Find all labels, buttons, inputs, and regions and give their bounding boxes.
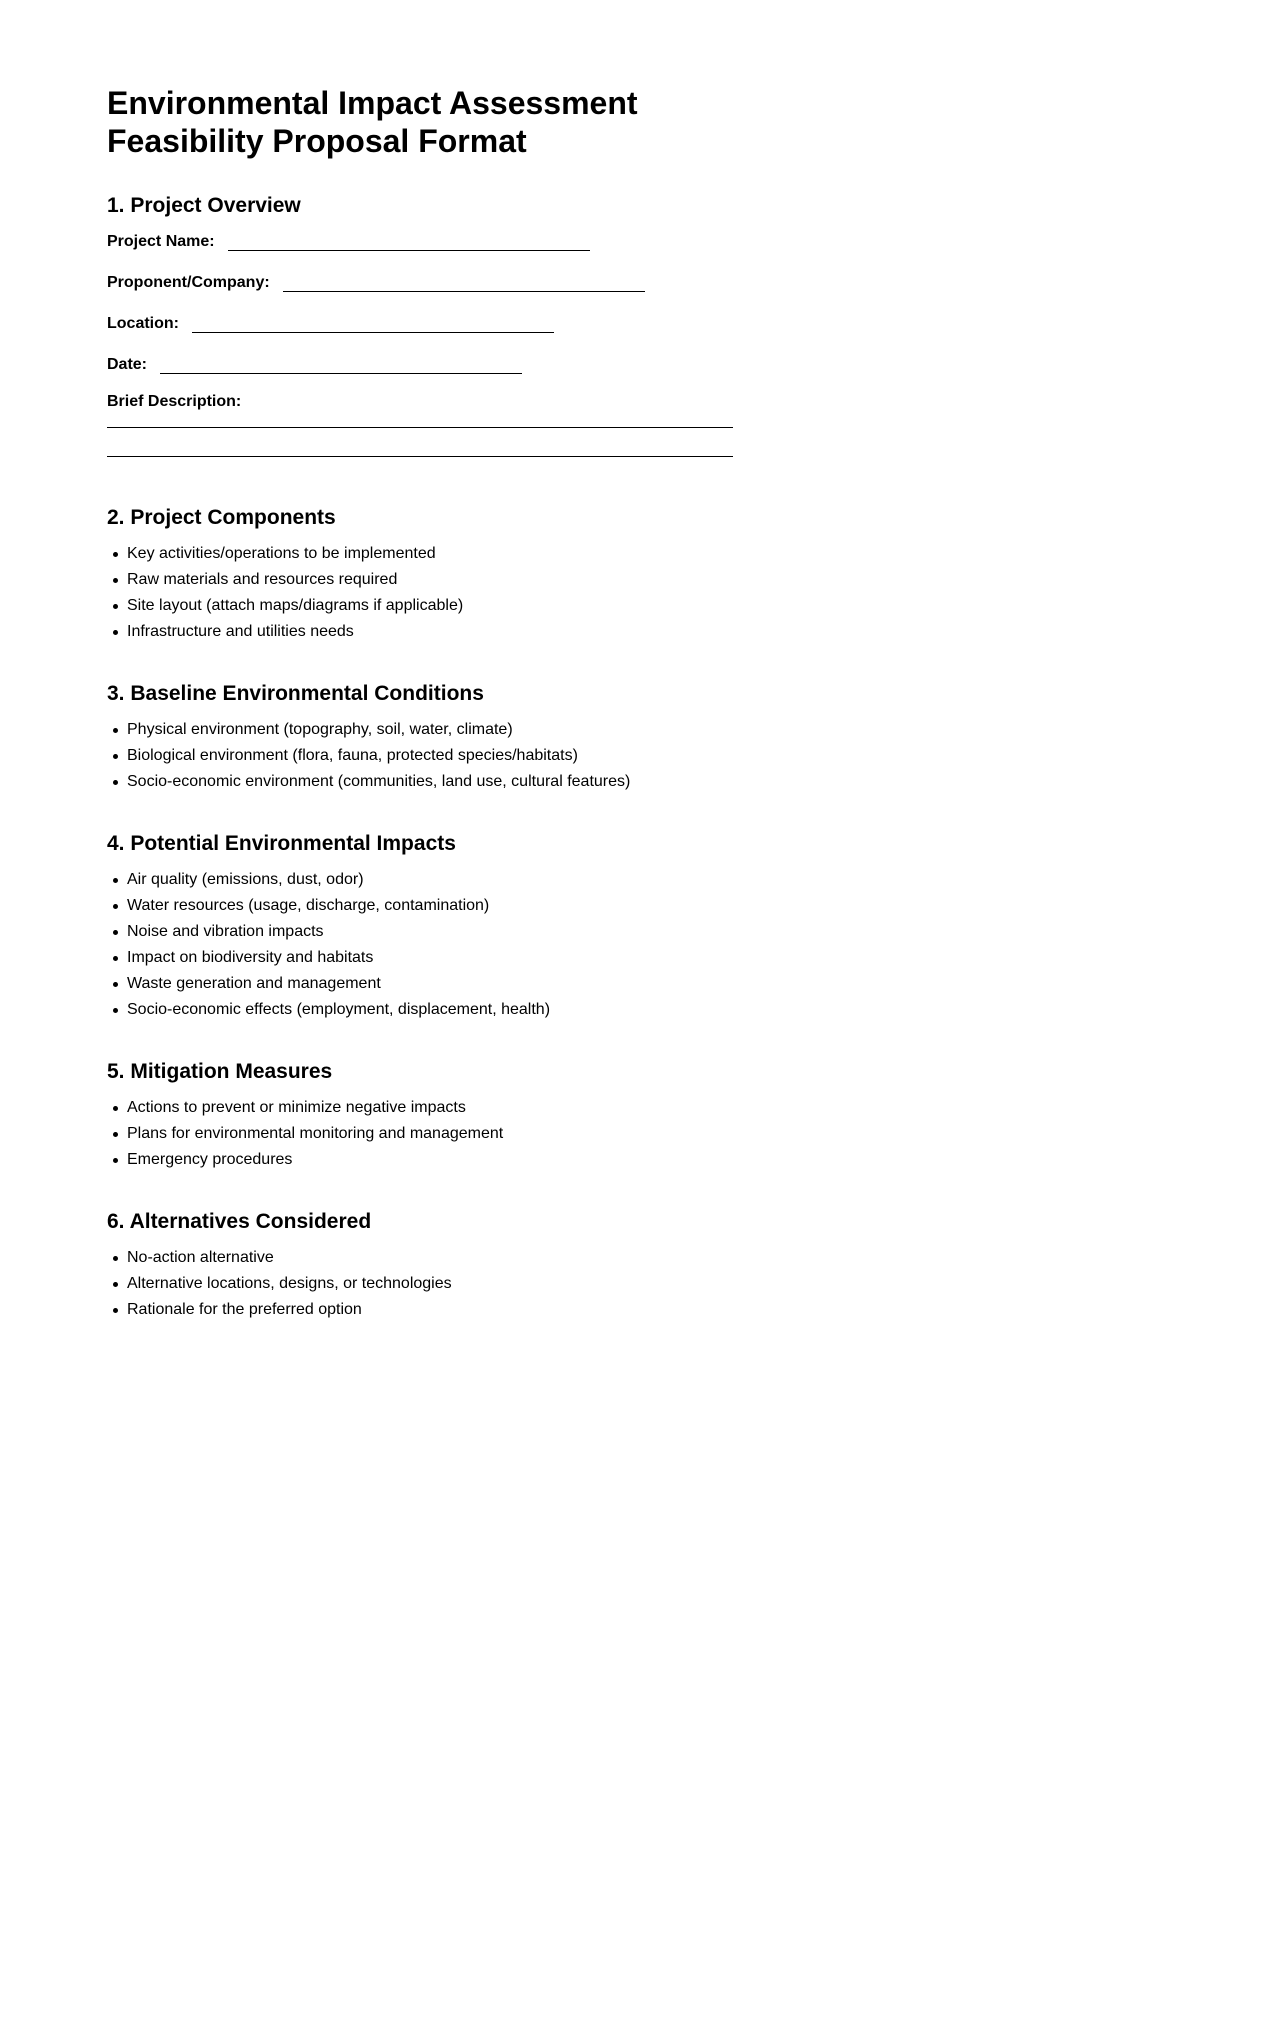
list-item: Rationale for the preferred option <box>127 1297 747 1323</box>
field-label: Location: <box>107 315 179 332</box>
bullet-list <box>107 1095 747 1173</box>
list-item: No-action alternative <box>127 1245 747 1271</box>
location-blank[interactable] <box>192 318 554 333</box>
list-item: Physical environment (topography, soil, water, climate) <box>127 717 747 743</box>
section-heading: 4. Potential Environmental Impacts <box>107 832 456 855</box>
bullet-list <box>107 717 747 795</box>
bullet-list <box>107 867 747 1023</box>
date-field <box>107 352 747 374</box>
list-item: Waste generation and management <box>127 971 747 997</box>
list-item: Biological environment (flora, fauna, protected species/habitats) <box>127 743 747 769</box>
project-name-blank[interactable] <box>228 236 590 251</box>
field-label: Project Name: <box>107 233 215 250</box>
list-item: Infrastructure and utilities needs <box>127 619 747 645</box>
location-field <box>107 311 747 333</box>
list-item: Site layout (attach maps/diagrams if applicable) <box>127 593 747 619</box>
section-project-overview <box>107 193 747 457</box>
list-item: Key activities/operations to be implemented <box>127 541 747 567</box>
list-item: Raw materials and resources required <box>127 567 747 593</box>
document <box>107 84 747 1359</box>
list-item: Socio-economic effects (employment, displacement, health) <box>127 997 747 1023</box>
brief-description-line-2[interactable] <box>107 456 733 457</box>
section-heading: 2. Project Components <box>107 506 336 529</box>
list-item: Noise and vibration impacts <box>127 919 747 945</box>
project-name-field <box>107 229 747 251</box>
list-item: Water resources (usage, discharge, contamination) <box>127 893 747 919</box>
section-potential-impacts <box>107 831 747 1023</box>
section-heading: 5. Mitigation Measures <box>107 1060 333 1083</box>
brief-description-label: Brief Description: <box>107 393 242 410</box>
section-heading: 6. Alternatives Considered <box>107 1210 372 1233</box>
list-item: Plans for environmental monitoring and management <box>127 1121 747 1147</box>
brief-description-line-1[interactable] <box>107 427 733 428</box>
list-item: Impact on biodiversity and habitats <box>127 945 747 971</box>
list-item: Actions to prevent or minimize negative impacts <box>127 1095 747 1121</box>
bullet-list <box>107 1245 747 1323</box>
section-baseline-conditions <box>107 681 747 795</box>
field-label: Date: <box>107 356 148 373</box>
section-heading: 1. Project Overview <box>107 194 301 217</box>
proponent-company-blank[interactable] <box>283 277 645 292</box>
proponent-company-field <box>107 270 747 292</box>
bullet-list <box>107 541 747 645</box>
section-alternatives <box>107 1209 747 1323</box>
section-heading: 3. Baseline Environmental Conditions <box>107 682 484 705</box>
section-mitigation-measures <box>107 1059 747 1173</box>
section-project-components <box>107 505 747 645</box>
field-label: Proponent/Company: <box>107 274 270 291</box>
page-title: Environmental Impact Assessment Feasibility Proposal Format <box>107 85 638 159</box>
list-item: Socio-economic environment (communities, land use, cultural features) <box>127 769 747 795</box>
date-blank[interactable] <box>160 359 522 374</box>
list-item: Emergency procedures <box>127 1147 747 1173</box>
list-item: Alternative locations, designs, or technologies <box>127 1271 747 1297</box>
list-item: Air quality (emissions, dust, odor) <box>127 867 747 893</box>
